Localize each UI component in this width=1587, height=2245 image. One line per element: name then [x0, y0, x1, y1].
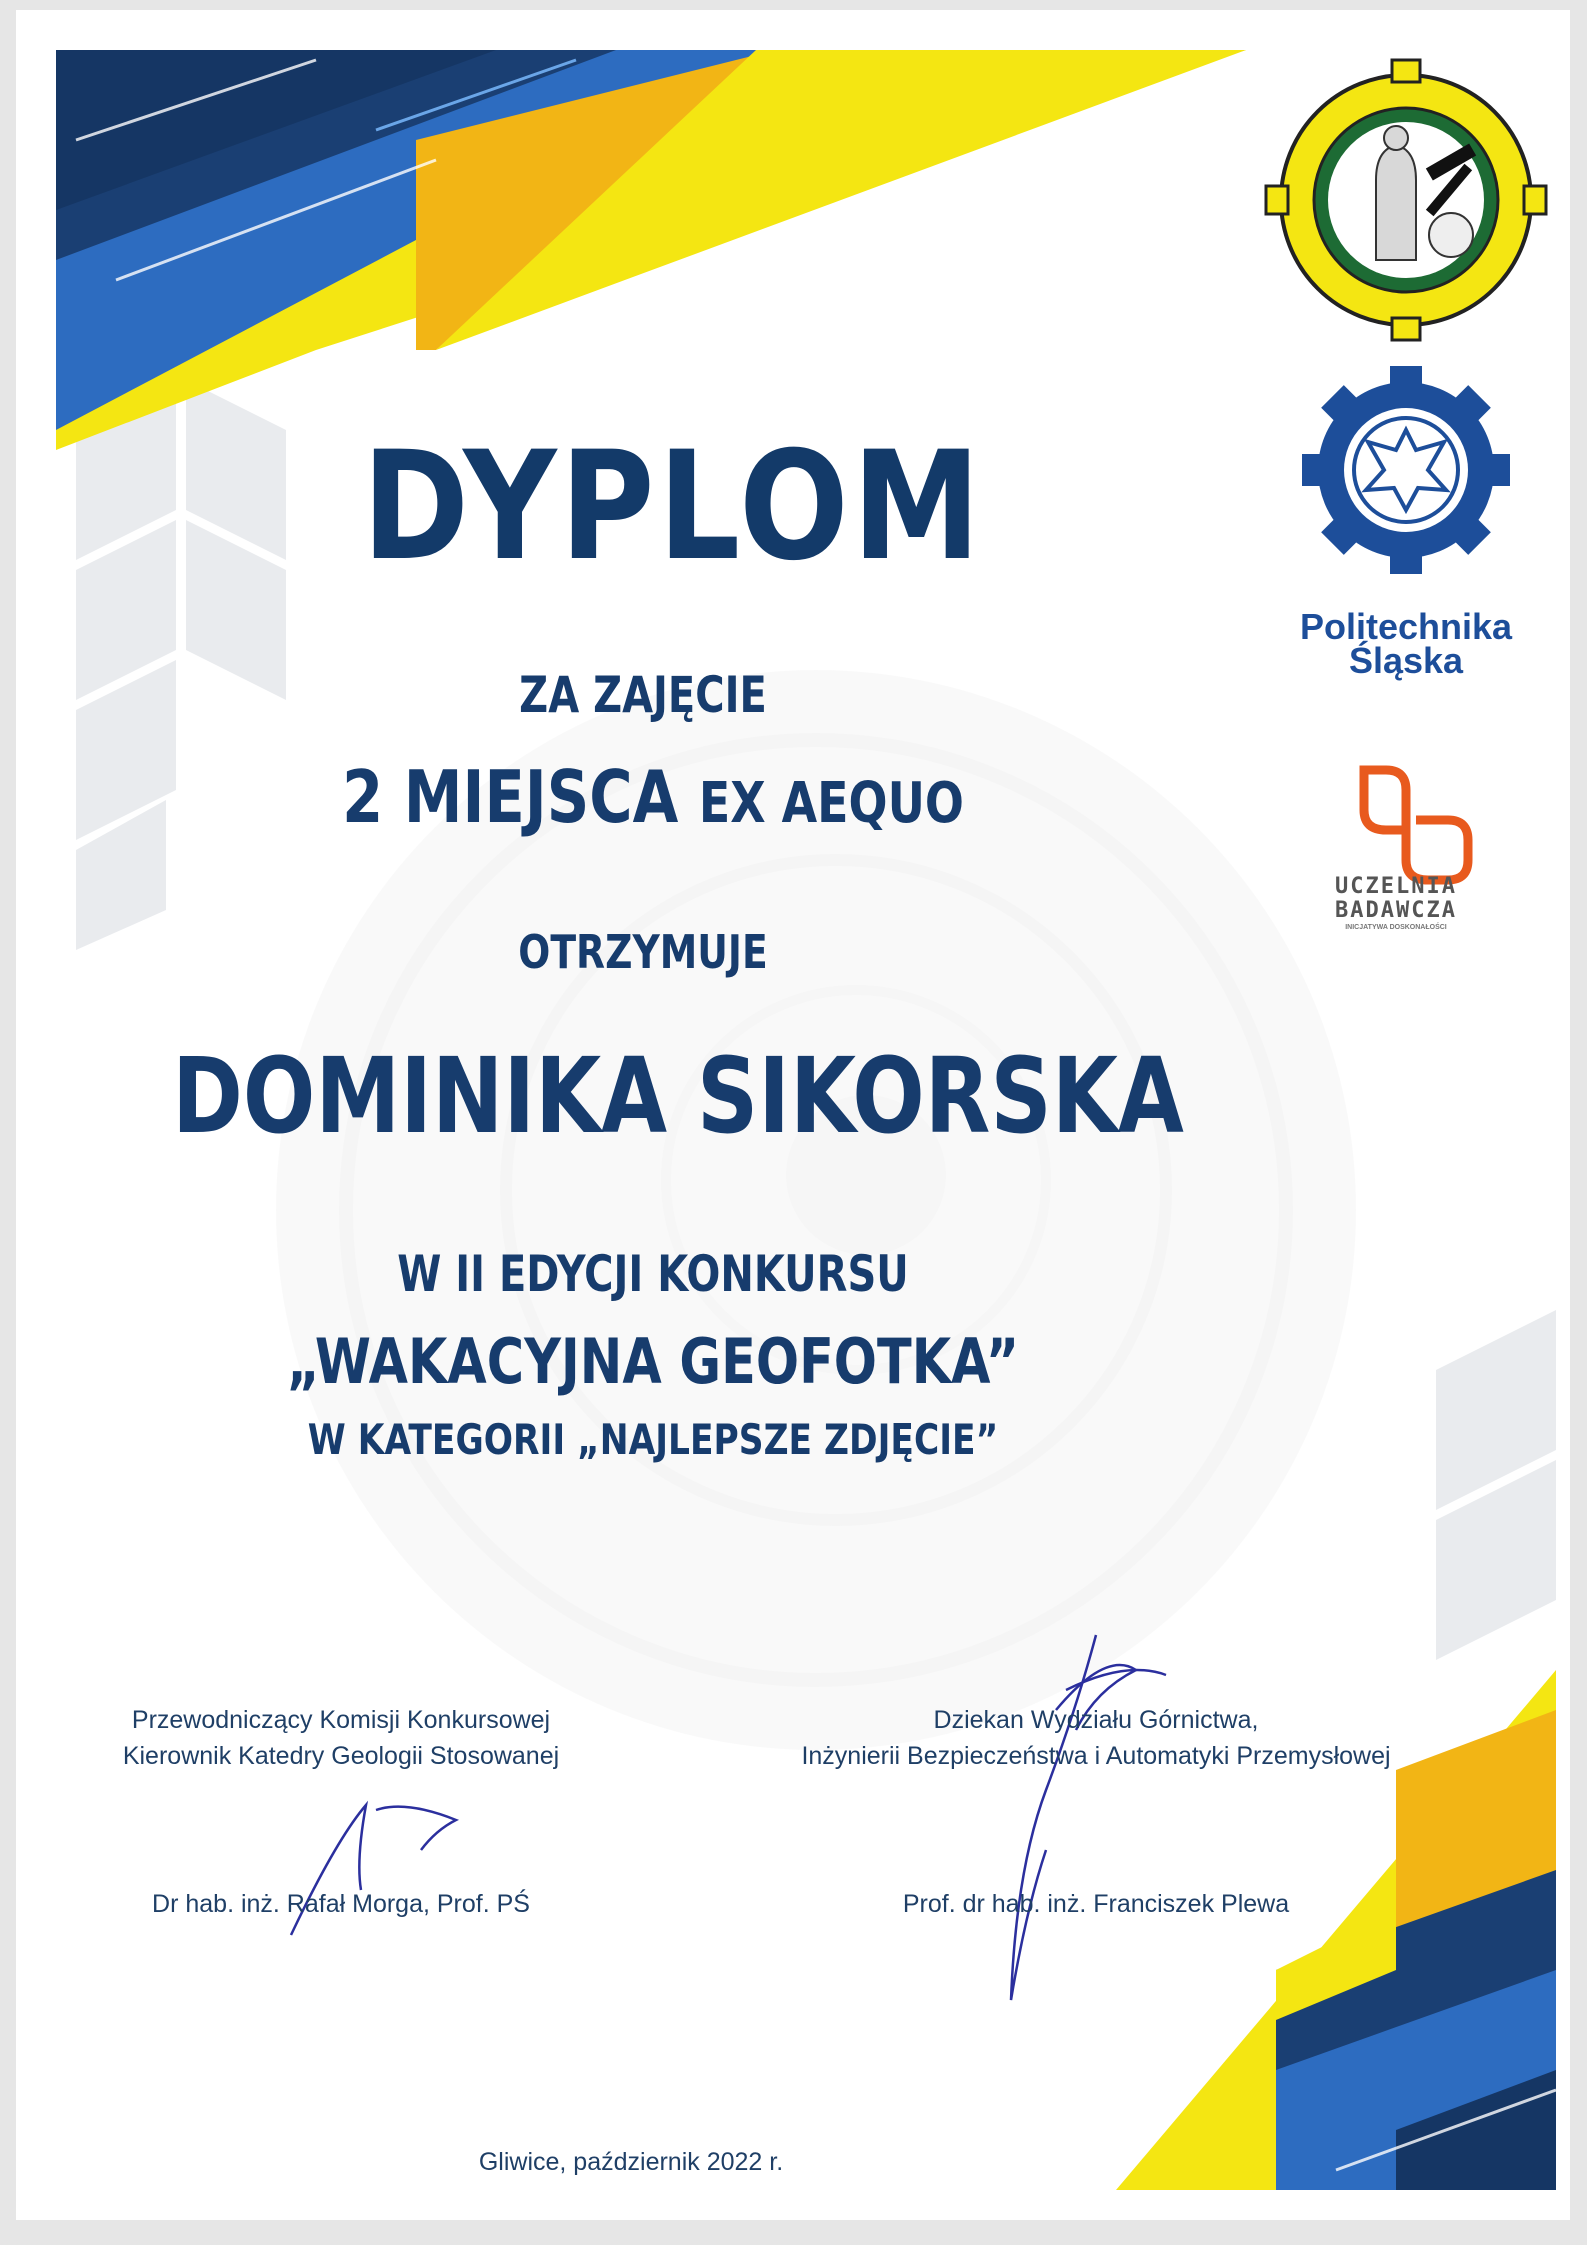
left-role-line1: Przewodniczący Komisji Konkursowej	[131, 1706, 551, 1734]
diploma-page	[16, 10, 1570, 2220]
receives-label: OTRZYMUJE	[518, 925, 768, 979]
signature-block-left	[86, 1702, 596, 1774]
contest-name: „WAKACYJNA GEOFOTKA”	[286, 1325, 1020, 1398]
corner-stripes-top-left	[56, 50, 1246, 450]
university-name-line2: Śląska	[1348, 640, 1464, 681]
faculty-seal-logo	[1266, 60, 1546, 340]
uczelnia-badawcza-logo	[1364, 770, 1468, 880]
place-value: 2 MIEJSCA	[342, 755, 679, 839]
right-signer-name: Prof. dr hab. inż. Franciszek Plewa	[902, 1890, 1290, 1918]
category-label: W KATEGORII „NAJLEPSZE ZDJĘCIE”	[307, 1415, 999, 1464]
politechnika-slaska-name	[1286, 606, 1526, 681]
research-name-small: INICJATYWA DOSKONAŁOŚCI	[1345, 924, 1447, 931]
recipient-name: DOMINIKA SIKORSKA	[172, 1035, 1184, 1157]
place-label	[16, 755, 1290, 839]
right-role-line2: Inżynierii Bezpieczeństwa i Automatyki Przemysłowej	[801, 1742, 1391, 1770]
research-name-line2: BADAWCZA	[1335, 898, 1457, 923]
left-role-line2: Kierownik Katedry Geologii Stosowanej	[122, 1742, 560, 1770]
hexagon-pattern-right	[1436, 1310, 1556, 1660]
for-taking-label: ZA ZAJĘCIE	[519, 666, 767, 724]
research-name-line1: UCZELNIA	[1335, 874, 1457, 899]
signature-block-right	[736, 1702, 1456, 1774]
place-suffix: EX AEQUO	[698, 771, 964, 836]
place-date: Gliwice, październik 2022 r.	[478, 2148, 784, 2176]
edition-label: W II EDYCJI KONKURSU	[397, 1245, 909, 1303]
university-name-line1: Politechnika	[1299, 606, 1513, 647]
right-role-line1: Dziekan Wydziału Górnictwa,	[933, 1706, 1259, 1734]
diploma-title: DYPLOM	[362, 420, 984, 594]
left-signer-name: Dr hab. inż. Rafał Morga, Prof. PŚ	[152, 1890, 530, 1918]
uczelnia-badawcza-name	[1316, 875, 1476, 933]
